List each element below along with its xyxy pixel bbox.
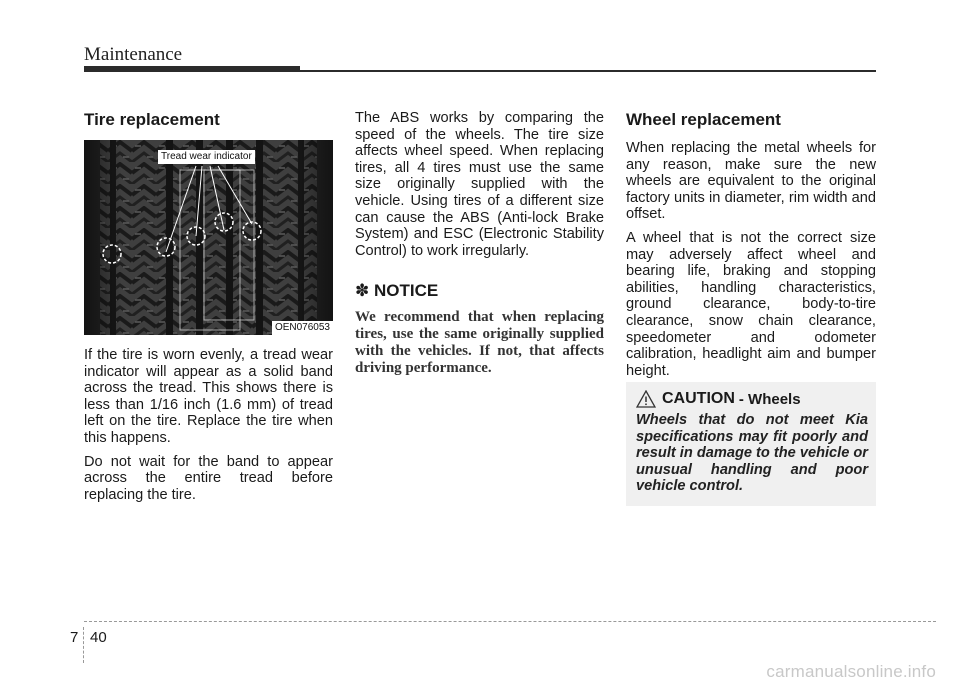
page-number-divider: [83, 627, 84, 663]
wheel-replacement-paragraph-2: A wheel that is not the correct size may adversely affect wheel and bearing life, braking and stopping abilities, handling characteristics, ground clearance, body-to-tire clearance, snow chain clearance, speedometer and odometer calibration, headlight aim and bumper height.: [626, 229, 876, 379]
watermark-text: carmanualsonline.info: [766, 662, 936, 681]
abs-paragraph: The ABS works by comparing the speed of the wheels. The tire size affects wheel speed. When replacing tires, all 4 tires must use the same size originally supplied with the vehicle. Using tires of a different size can cause the ABS (Anti-lock Brake System) and ESC (Electronic Stability Control) to work irregularly.: [355, 110, 604, 259]
header-rule-thick: [84, 66, 300, 72]
notice-title-text: NOTICE: [373, 281, 439, 301]
wheel-replacement-heading: Wheel replacement: [626, 110, 781, 129]
figure-code: OEN076053: [272, 321, 333, 335]
tire-tread-photo: [84, 140, 333, 335]
page-header-title: Maintenance: [84, 44, 183, 65]
tire-tread-figure: [84, 140, 333, 335]
caution-header: [636, 390, 868, 408]
notice-title: [355, 281, 604, 301]
tire-replacement-paragraph-1: If the tire is worn evenly, a tread wear indicator will appear as a solid band across the tread. This shows there is less than 1/16 inch (1.6 mm) of tread left on the tire. Replace the tire when this happens.: [84, 347, 333, 446]
page-number: 40: [90, 629, 107, 646]
header-rule-thin: [300, 70, 876, 72]
caution-subtitle: - Wheels: [738, 390, 801, 408]
tire-replacement-heading: Tire replacement: [84, 110, 220, 129]
footer-rule: [84, 621, 936, 622]
caution-title: CAUTION: [662, 390, 735, 407]
figure-label-tread-wear-indicator: Tread wear indicator: [158, 150, 255, 164]
warning-triangle-icon: [636, 390, 656, 408]
notice-symbol-icon: ✽: [355, 281, 370, 301]
page-chapter-number: 7: [70, 629, 79, 646]
column-abs-notice: [355, 110, 604, 377]
column-tire-replacement: [84, 110, 333, 510]
tire-replacement-paragraph-2: Do not wait for the band to appear across the entire tread before replacing the tire.: [84, 453, 333, 503]
wheel-replacement-paragraph-1: When replacing the metal wheels for any reason, make sure the new wheels are equivalent to the original factory units in diameter, rim width and offset.: [626, 140, 876, 223]
caution-body: Wheels that do not meet Kia specifications may fit poorly and result in damage to the vehicle or unusual handling and poor vehicle control.: [636, 412, 868, 495]
notice-body: We recommend that when replacing tires, use the same originally supplied with the vehicles. If not, that affects driving performance.: [355, 309, 604, 377]
caution-box: [626, 382, 876, 506]
column-wheel-replacement: [626, 110, 876, 386]
